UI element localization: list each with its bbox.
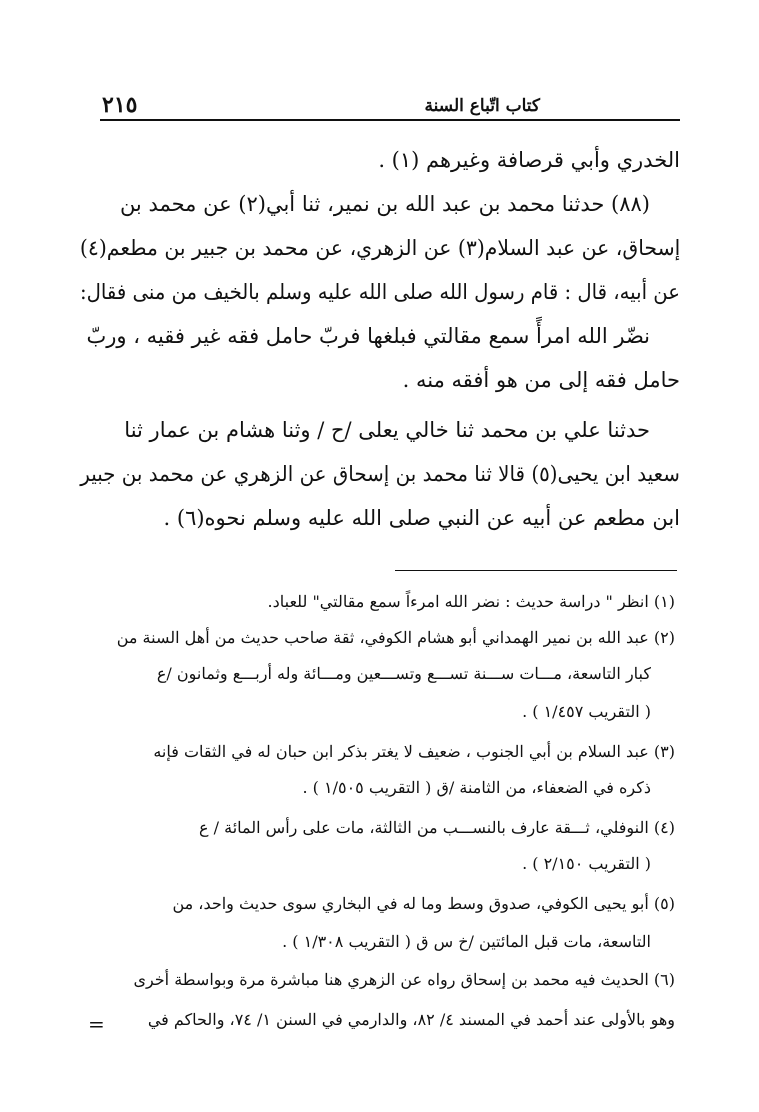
text-line: ابن مطعم عن أبيه عن النبي صلى الله عليه وسلم نحوه(٦) . <box>163 506 680 530</box>
continuation-mark: = <box>88 1012 105 1036</box>
footnote: ( التقريب ١/٤٥٧ ) . <box>522 702 651 721</box>
text-line: سعيد ابن يحيى(٥) قالا ثنا محمد بن إسحاق عن الزهري عن محمد بن جبير <box>80 462 680 486</box>
footnote: كبار التاسعة، مـــات ســـنة تســـع وتســـعين ومـــائة وله أربـــع وثمانون /ع <box>156 664 651 683</box>
footnote: التاسعة، مات قبل المائتين /خ س ق ( التقريب ١/٣٠٨ ) . <box>282 932 651 951</box>
text-line: حدثنا علي بن محمد ثنا خالي يعلى /ح / وثنا هشام بن عمار ثنا <box>124 418 650 442</box>
page-number: ٢١٥ <box>102 92 138 118</box>
text-line: إسحاق، عن عبد السلام(٣) عن الزهري، عن محمد بن جبير بن مطعم(٤) <box>79 236 680 260</box>
text-line: نضّر الله امرأً سمع مقالتي فبلغها فربّ حامل فقه غير فقيه ، وربّ <box>86 324 650 348</box>
footnote: وهو بالأولى عند أحمد في المسند ٤/ ٨٢، والدارمي في السنن ١/ ٧٤، والحاكم في <box>147 1010 675 1029</box>
footnote: (٥) أبو يحيى الكوفي، صدوق وسط وما له في البخاري سوى حديث واحد، من <box>172 894 675 913</box>
running-title: كتاب اتّباع السنة <box>424 96 540 116</box>
footnote: ذكره في الضعفاء، من الثامنة /ق ( التقريب ١/٥٠٥ ) . <box>302 778 651 797</box>
footnote: (٤) النوفلي، ثـــقة عارف بالنســـب من الثالثة، مات على رأس المائة / ع <box>199 818 675 837</box>
footnote-separator <box>395 570 677 571</box>
text-line: حامل فقه إلى من هو أفقه منه . <box>402 368 680 392</box>
page-header <box>100 92 680 122</box>
text-line: (٨٨) حدثنا محمد بن عبد الله بن نمير، ثنا أبي(٢) عن محمد بن <box>119 192 650 216</box>
footnote: ( التقريب ٢/١٥٠ ) . <box>522 854 651 873</box>
footnote: (١) انظر " دراسة حديث : نضر الله امرءاً سمع مقالتي" للعباد. <box>267 592 675 611</box>
text-line: عن أبيه، قال : قام رسول الله صلى الله عليه وسلم بالخيف من منى فقال: <box>80 280 680 304</box>
header-rule <box>100 119 680 121</box>
text-line: الخدري وأبي قرصافة وغيرهم (١) . <box>378 148 680 172</box>
main-text <box>79 128 680 548</box>
footnote: (٣) عبد السلام بن أبي الجنوب ، ضعيف لا يغتر بذكر ابن حبان له في الثقات فإنه <box>153 742 675 761</box>
footnote: (٦) الحديث فيه محمد بن إسحاق رواه عن الزهري هنا مباشرة مرة وبواسطة أخرى <box>133 970 675 989</box>
footnote: (٢) عبد الله بن نمير الهمداني أبو هشام الكوفي، ثقة صاحب حديث من أهل السنة من <box>116 628 675 647</box>
